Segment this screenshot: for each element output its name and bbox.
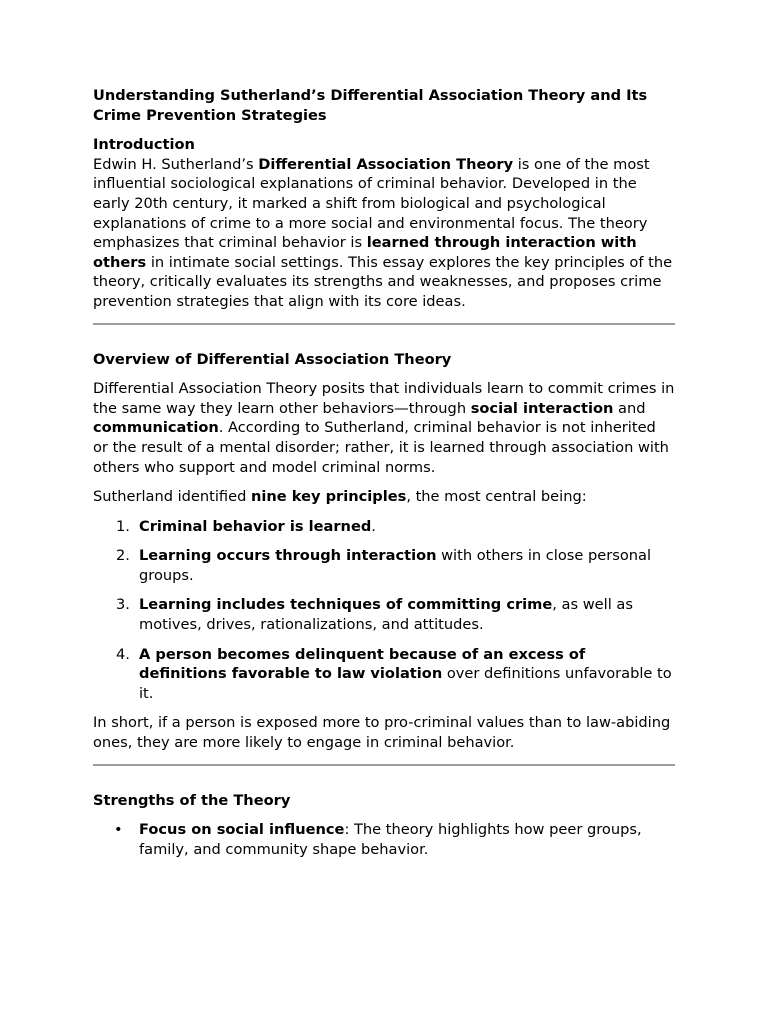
document-content bbox=[93, 86, 675, 859]
introduction-paragraph: Edwin H. Sutherland’s Differential Association Theory is one of the most influential sociological explanations of criminal behavior. Developed in the early 20th century, it marked a shift from biological and psychological explanations of crime to a more social and environmental focus. The theory emphasizes that criminal behavior is learned through interaction with others in intimate social settings. This essay explores the key principles of the theory, critically evaluates its strengths and weaknesses, and proposes crime prevention strategies that align with its core ideas. bbox=[93, 155, 673, 310]
list-number: 1. bbox=[116, 517, 130, 535]
list-number: 2. bbox=[116, 547, 130, 565]
strengths-list bbox=[93, 820, 675, 859]
overview-summary: In short, if a person is exposed more to pro-criminal values than to law-abiding ones, they are more likely to engage in criminal behavior. bbox=[93, 714, 671, 752]
overview-paragraph: Differential Association Theory posits that individuals learn to commit crimes in the same way they learn other behaviors—through social interaction and communication. According to Sutherland, criminal behavior is not inherited or the result of a mental disorder; rather, it is learned through association with others who support and model criminal norms. bbox=[93, 380, 675, 476]
strengths-heading: Strengths of the Theory bbox=[93, 791, 291, 809]
principles-list bbox=[93, 517, 675, 704]
list-item: 1. Criminal behavior is learned. bbox=[116, 517, 376, 535]
introduction-heading: Introduction bbox=[93, 136, 195, 154]
list-item: 2. Learning occurs through interaction with others in close personal groups. bbox=[116, 547, 652, 584]
section-divider bbox=[93, 323, 675, 325]
bullet-icon: • bbox=[114, 821, 123, 839]
list-number: 3. bbox=[116, 596, 130, 614]
list-item: • Focus on social influence: The theory highlights how peer groups, family, and community shape behavior. bbox=[114, 821, 642, 858]
list-item: 4. A person becomes delinquent because of an excess of definitions favorable to law violation over definitions unfavorable to it. bbox=[116, 645, 672, 702]
principles-intro: Sutherland identified nine key principles, the most central being: bbox=[93, 488, 587, 506]
list-item: 3. Learning includes techniques of committing crime, as well as motives, drives, rationalizations, and attitudes. bbox=[116, 596, 633, 634]
overview-heading: Overview of Differential Association Theory bbox=[93, 350, 452, 368]
document-title: Understanding Sutherland’s Differential Association Theory and Its Crime Prevention Strategies bbox=[93, 87, 648, 124]
section-divider bbox=[93, 764, 675, 766]
list-number: 4. bbox=[116, 645, 130, 663]
